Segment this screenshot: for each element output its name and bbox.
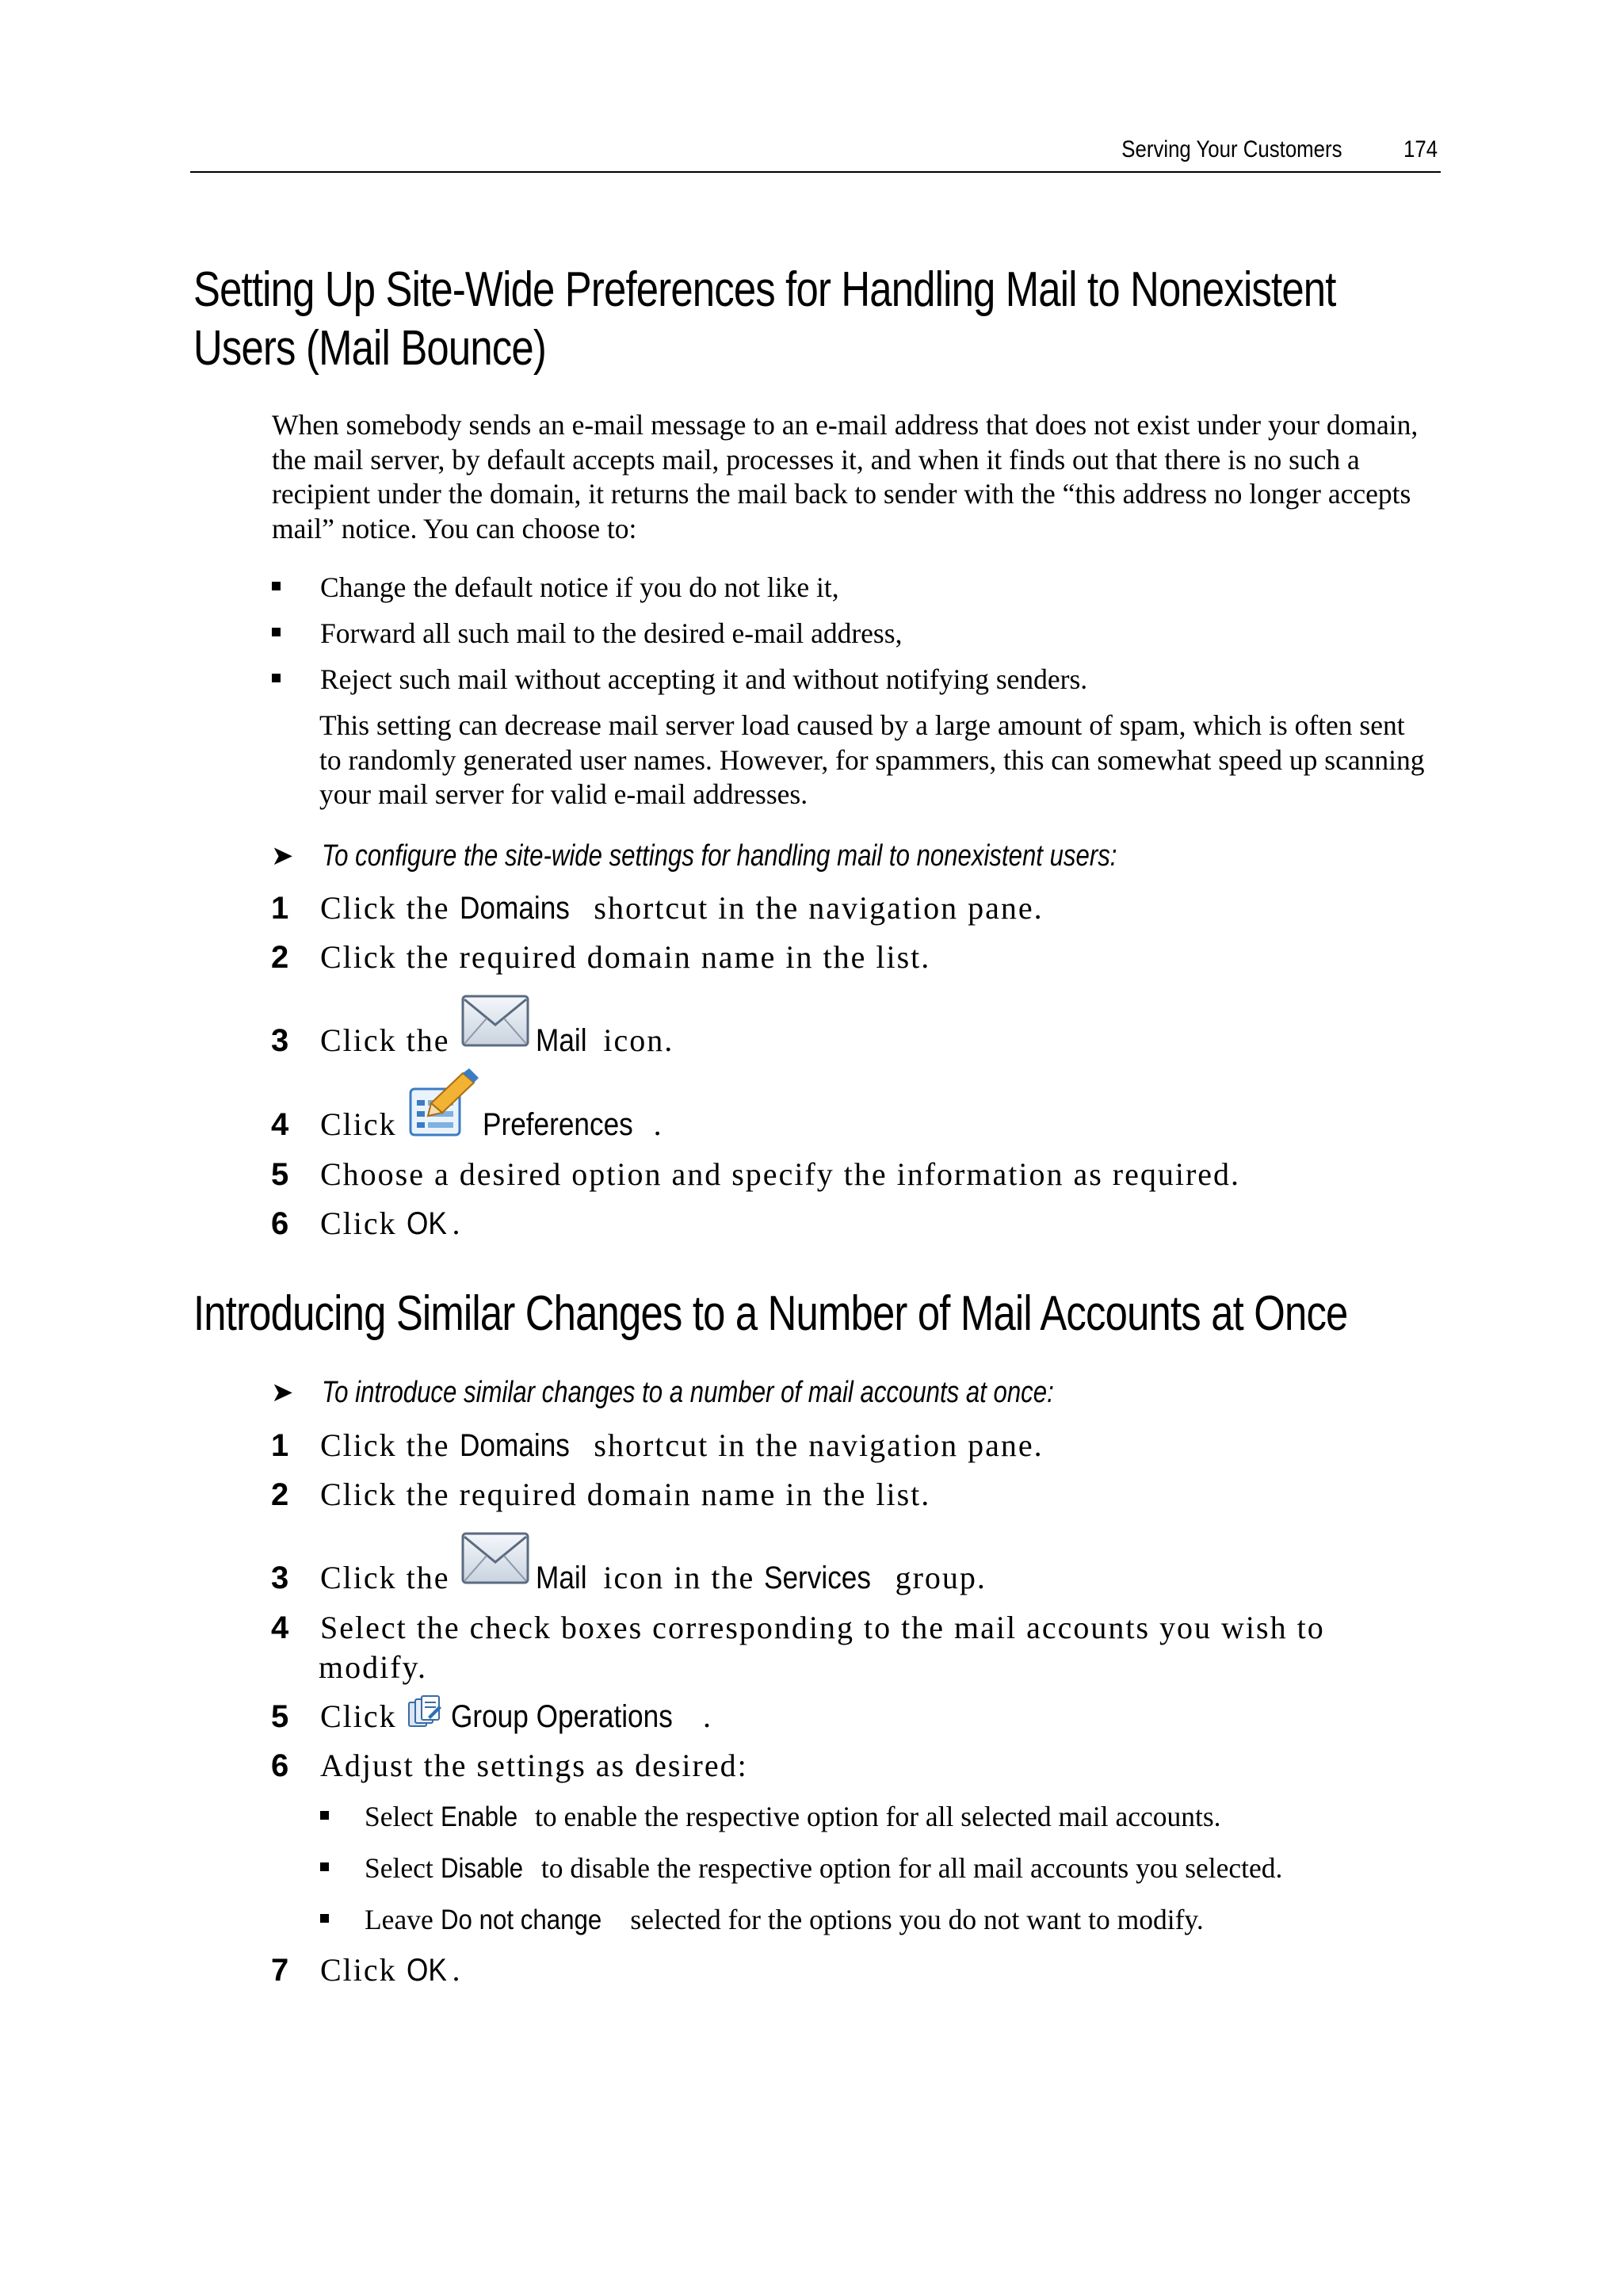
section-heading-mail-bounce-line2: Users (Mail Bounce) [193, 321, 546, 376]
running-header [190, 133, 1441, 173]
ok-label: OK [406, 1953, 447, 1988]
preferences-step-tail: Preferences . [483, 1106, 663, 1142]
mail-icon-label: Mail [536, 1561, 587, 1595]
do-not-change-option-label: Do not change [440, 1904, 601, 1935]
ok-label: OK [406, 1206, 447, 1241]
mail-envelope-icon [461, 995, 529, 1047]
section-heading-group-changes: Introducing Similar Changes to a Number of Mail Accounts at Once [193, 1286, 1348, 1341]
mail-icon-label: Mail [536, 1023, 587, 1058]
enable-option-label: Enable [440, 1801, 517, 1832]
list-item-text: Forward all such mail to the desired e-mail address, [320, 617, 903, 649]
bullet-square-icon [320, 1914, 329, 1923]
procedure-step-continuation: modify. [319, 1649, 427, 1685]
group-operations-label: Group Operations [451, 1699, 673, 1734]
note-paragraph: This setting can decrease mail server load caused by a large amount of spam, which is often sent to randomly generated user names. However, for spammers, this can somewhat speed up scanning your mail server for valid e-mail addresses. [319, 709, 1425, 810]
bullet-square-icon [320, 1811, 329, 1820]
page-number: 174 [1403, 136, 1438, 162]
services-group-label: Services [764, 1561, 872, 1595]
bullet-square-icon [272, 582, 281, 590]
intro-paragraph: When somebody sends an e-mail message to an e-mail address that does not exist under your domain, the mail server, by default accepts mail, processes it, and when it finds out that there is no such a recipient under the domain, it returns the mail back to sender with the “this address no longer accepts mail” notice. You can choose to: [272, 409, 1419, 544]
mail-envelope-icon [461, 1532, 529, 1584]
disable-option-label: Disable [440, 1852, 523, 1884]
arrow-bullet-icon: ➤ [271, 841, 294, 871]
list-item-text: Reject such mail without accepting it and without notifying senders. [320, 663, 1088, 695]
header-title: Serving Your Customers [1121, 136, 1342, 162]
mail-step-tail: Mail icon in the Services group. [536, 1560, 987, 1595]
domains-shortcut-label: Domains [459, 891, 570, 926]
bullet-square-icon [320, 1862, 329, 1871]
bullet-square-icon [272, 674, 281, 682]
group-operations-step-tail: Group Operations . [451, 1698, 712, 1734]
list-item-text: Change the default notice if you do not like it, [320, 571, 839, 603]
mail-step-tail: Mail icon. [536, 1022, 674, 1058]
bullet-square-icon [272, 628, 281, 636]
arrow-bullet-icon: ➤ [271, 1377, 294, 1408]
preferences-label: Preferences [483, 1107, 633, 1142]
preferences-icon [407, 1068, 479, 1138]
group-operations-icon [407, 1694, 442, 1728]
document-page: Serving Your Customers 174 Setting Up Site-Wide Preferences for Handling Mail to Nonexistent Users (Mail Bounce) When somebody sends an e-mail message to an e-mail address that does not exist under your domain, the mail server, by default accepts mail, processes it, and when it finds out that there is no such a recipient under the domain, it returns the mail back to sender with the “this address no longer accepts mail” notice. You can choose to: Change the default notice if you do not like it, Forward all such mail to the desired e-mail address, Reject such mail without accepting it and without notifying senders. This setting can decrease mail server load caused by a large amount of spam, which is often sent to randomly generated user names. However, for spammers, this can somewhat speed up scanning your mail server for valid e-mail addresses. ➤ To configure the site-wide settings for handling mail to nonexistent users: 1 Click the Domains shortcut in the navigation pane. 2 Click the required domain name in the list. 3 Click the Mail icon. 4 Click Preferences . 5 Choose a desired option and specify the information as required. 6 Click OK . Introducing Similar Changes to a Number of Mail Accounts at Once ➤ To introduce similar changes to a number of mail accounts at once: 1 Click the Domains shortcut in the navigation pane. 2 Click the required domain name in the list. 3 Click the Mail icon in the Services group. 4 Select the check boxes corresponding to the mail accounts you wish to modify. 5 Click Group Operations . 6 Adjust the settings as desired: Select Enable to enable the respective option for all selected mail accounts. Select Disable to disable the respective option for all mail accounts you selected. Leave Do not change selected for the options you do not want to modify. 7 Click OK . [0, 0, 1623, 2296]
section-heading-mail-bounce-line1: Setting Up Site-Wide Preferences for Handling Mail to Nonexistent [193, 262, 1336, 317]
domains-shortcut-label: Domains [459, 1428, 570, 1463]
